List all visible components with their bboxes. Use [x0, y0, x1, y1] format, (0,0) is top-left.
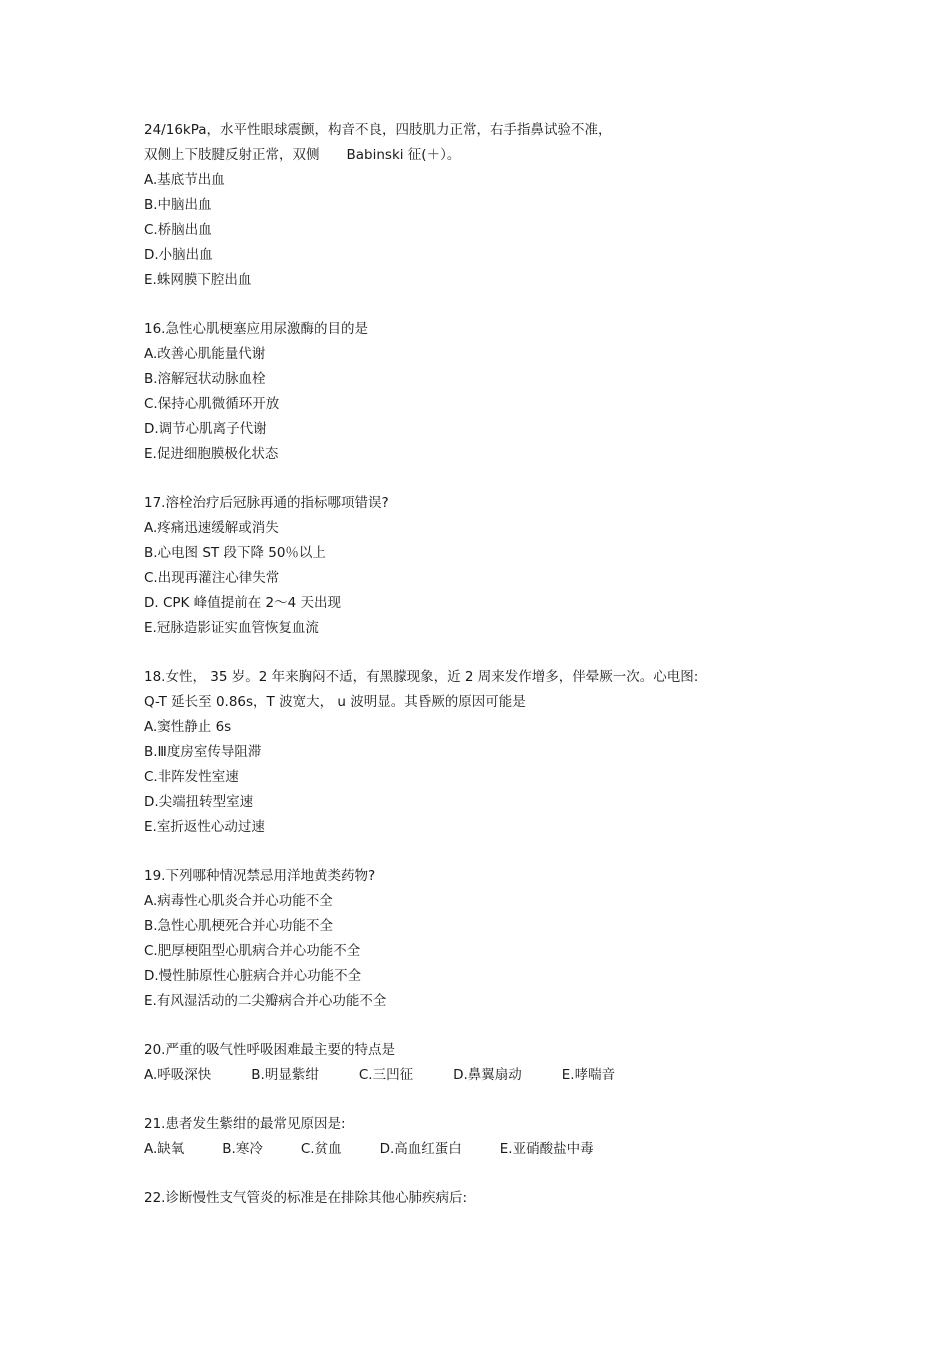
question-stem: 16.急性心肌梗塞应用尿激酶的目的是 [144, 321, 368, 337]
option-e: E.哮喘音 [561, 1067, 616, 1083]
option-a: A.改善心肌能量代谢 [144, 346, 266, 362]
option-b: B.Ⅲ度房室传导阻滞 [144, 744, 262, 760]
option-c: C.肥厚梗阻型心肌病合并心功能不全 [144, 943, 361, 959]
option-c: C.非阵发性室速 [144, 769, 239, 785]
option-b: B.明显紫绀 [251, 1067, 319, 1083]
inline-options [144, 1063, 824, 1088]
option-d: D.高血红蛋白 [379, 1141, 462, 1157]
option-c: C.贫血 [300, 1141, 342, 1157]
option-a: A.呼吸深快 [144, 1067, 212, 1083]
option-c: C.出现再灌注心律失常 [144, 570, 280, 586]
option-b: B.寒冷 [222, 1141, 263, 1157]
question-stem-line: 双侧上下肢腱反射正常，双侧 Babinski 征(＋）。 [144, 147, 461, 163]
option-d: D. CPK 峰值提前在 2～4 天出现 [144, 595, 341, 611]
option-c: C.三凹征 [358, 1067, 414, 1083]
question-19 [144, 864, 824, 1014]
option-a: A.缺氧 [144, 1141, 185, 1157]
option-c: C.桥脑出血 [144, 222, 212, 238]
option-c: C.保持心肌微循环开放 [144, 396, 280, 412]
question-20 [144, 1038, 824, 1088]
option-a: A.病毒性心肌炎合并心功能不全 [144, 893, 333, 909]
option-e: E.有风湿活动的二尖瓣病合并心功能不全 [144, 993, 387, 1009]
question-stem-line: 24/16kPa，水平性眼球震颤，构音不良，四肢肌力正常，右手指鼻试验不准， [144, 122, 612, 138]
question-stem: 22.诊断慢性支气管炎的标准是在排除其他心肺疾病后: [144, 1190, 468, 1206]
option-b: B.中脑出血 [144, 197, 212, 213]
option-e: E.室折返性心动过速 [144, 819, 265, 835]
option-e: E.促进细胞膜极化状态 [144, 446, 279, 462]
question-15-continued [144, 118, 824, 293]
option-d: D.慢性肺原性心脏病合并心功能不全 [144, 968, 362, 984]
question-21 [144, 1112, 824, 1162]
document-page [144, 118, 824, 1235]
option-a: A.疼痛迅速缓解或消失 [144, 520, 279, 536]
question-stem: 17.溶栓治疗后冠脉再通的指标哪项错误? [144, 495, 389, 511]
option-d: D.小脑出血 [144, 247, 213, 263]
question-stem: 19.下列哪种情况禁忌用洋地黄类药物? [144, 868, 376, 884]
question-stem-line: 18.女性， 35 岁。2 年来胸闷不适，有黑朦现象，近 2 周来发作增多，伴晕厥一次。心电图: [144, 669, 699, 685]
option-e: E.亚硝酸盐中毒 [499, 1141, 594, 1157]
option-a: A.基底节出血 [144, 172, 225, 188]
inline-options [144, 1137, 824, 1162]
question-stem: 21.患者发生紫绀的最常见原因是: [144, 1116, 346, 1132]
option-d: D.尖端扭转型室速 [144, 794, 254, 810]
option-b: B.心电图 ST 段下降 50％以上 [144, 545, 326, 561]
option-e: E.冠脉造影证实血管恢复血流 [144, 620, 319, 636]
question-16 [144, 317, 824, 467]
option-d: D.调节心肌离子代谢 [144, 421, 267, 437]
option-d: D.鼻翼扇动 [453, 1067, 522, 1083]
question-stem: 20.严重的吸气性呼吸困难最主要的特点是 [144, 1042, 395, 1058]
option-b: B.急性心肌梗死合并心功能不全 [144, 918, 334, 934]
question-17 [144, 491, 824, 641]
option-e: E.蛛网膜下腔出血 [144, 272, 252, 288]
option-b: B.溶解冠状动脉血栓 [144, 371, 266, 387]
question-stem-line: Q-T 延长至 0.86s，T 波宽大， u 波明显。其昏厥的原因可能是 [144, 694, 526, 710]
question-22 [144, 1186, 824, 1211]
question-18 [144, 665, 824, 840]
option-a: A.窦性静止 6s [144, 719, 232, 735]
